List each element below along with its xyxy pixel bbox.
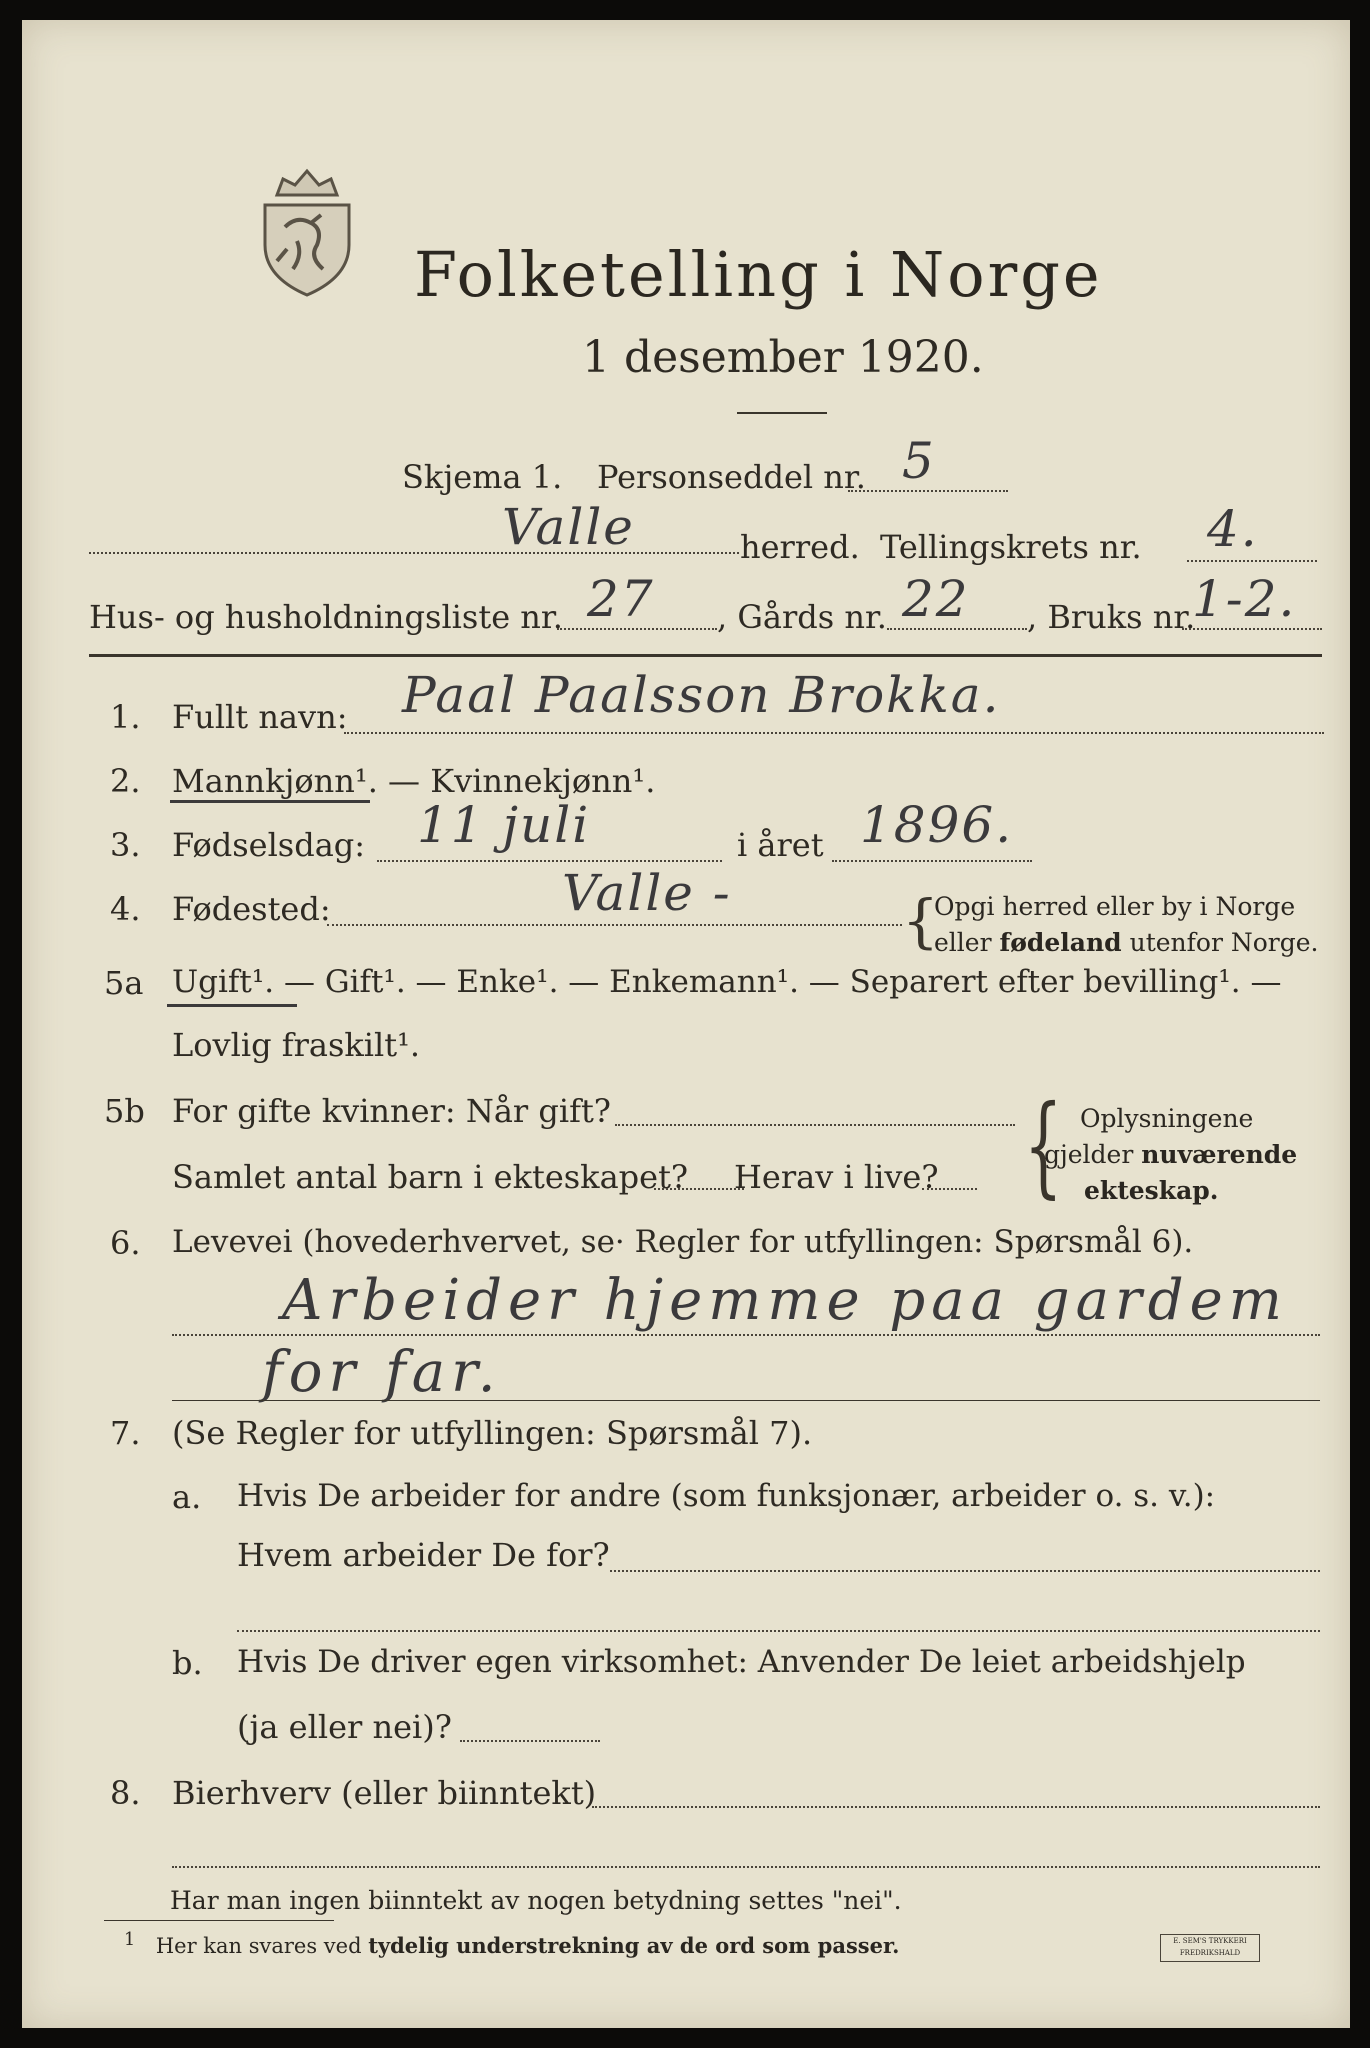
q1-label: Fullt navn:: [172, 698, 348, 736]
q7-number: 7.: [110, 1414, 141, 1452]
footnote-text-b: tydelig understrekning av de ord som passer.: [368, 1933, 900, 1958]
herred-line: [89, 552, 739, 554]
q6-label: Levevei (hovederhvervet, se· Regler for utfyllingen: Spørsmål 6).: [172, 1224, 1194, 1260]
q6-value-1: Arbeider hjemme paa gardem: [282, 1268, 1288, 1333]
q4-note-2: [934, 928, 1318, 957]
q5b-alive-line: [922, 1188, 977, 1190]
header-divider: [89, 654, 1322, 657]
hus-label: Hus- og husholdningsliste nr.: [89, 598, 563, 636]
q7a-line-1: [610, 1570, 1320, 1572]
q6-value-2: for far.: [262, 1340, 502, 1405]
q6-number: 6.: [110, 1224, 141, 1262]
tellingskrets-label: Tellingskrets nr.: [880, 528, 1142, 566]
q7b-text: Hvis De driver egen virksomhet: Anvender De leiet arbeidshjelp: [237, 1644, 1246, 1680]
footnote-text-a: Her kan svares ved: [155, 1934, 369, 1958]
hus-value: 27: [587, 570, 655, 628]
q7b-line: [460, 1740, 600, 1742]
gards-label: , Gårds nr.: [717, 598, 887, 636]
q2-number: 2.: [110, 762, 141, 800]
q5b-label-2: Samlet antal barn i ekteskapet?: [172, 1158, 689, 1196]
q8-number: 8.: [110, 1774, 141, 1812]
q4-note-2c: utenfor Norge.: [1121, 928, 1319, 957]
q5b-brace: {: [1024, 1081, 1063, 1209]
q7b-letter: b.: [172, 1644, 203, 1682]
gards-line: [887, 628, 1027, 630]
title-divider: [737, 412, 827, 414]
personseddel-line: [848, 490, 1008, 492]
q4-note-1: Opgi herred eller by i Norge: [934, 892, 1296, 921]
q8-line-2: [172, 1866, 1320, 1868]
footnote-divider: [104, 1920, 334, 1921]
q7a-line-2: [237, 1630, 1320, 1632]
personseddel-value: 5: [902, 432, 936, 490]
q2-options: [172, 762, 655, 800]
q5a-rest: — Gift¹. — Enke¹. — Enkemann¹. — Separert efter bevilling¹. —: [274, 964, 1282, 1000]
q5b-note-3: ekteskap.: [1084, 1176, 1219, 1205]
form-title: Folketelling i Norge: [414, 238, 1103, 311]
q7-label: (Se Regler for utfyllingen: Spørsmål 7).: [172, 1414, 813, 1452]
q2-male-underline: [170, 800, 370, 803]
q5a-ugift: Ugift¹.: [172, 964, 275, 1000]
herred-label: herred.: [740, 528, 860, 566]
q6-line-1: [172, 1334, 1320, 1336]
q2-female: Kvinnekjønn¹.: [430, 762, 656, 800]
footnote-number: 1: [124, 1930, 136, 1950]
footer-note: Har man ingen biinntekt av nogen betydning settes "nei".: [170, 1886, 902, 1915]
tellingskrets-value: 4.: [1207, 500, 1259, 558]
q3-value: 11 juli: [417, 796, 591, 854]
q6-line-2: [172, 1400, 1320, 1401]
q5b-label-3: Herav i live?: [734, 1158, 939, 1196]
footnote: [124, 1930, 899, 1958]
q1-line: [344, 732, 1324, 734]
q4-note-2a: eller: [934, 928, 1000, 957]
q4-note-2b: fødeland: [999, 928, 1122, 957]
gards-value: 22: [902, 570, 970, 628]
q5b-note-1: Oplysningene: [1080, 1104, 1254, 1133]
q7a-text-2: Hvem arbeider De for?: [237, 1536, 610, 1574]
q5b-married-line: [615, 1124, 1015, 1126]
bruks-line: [1182, 628, 1322, 630]
q7b-text-2: (ja eller nei)?: [237, 1708, 452, 1746]
q5a-number: 5a: [104, 964, 144, 1002]
q5b-note-2a: gjelder: [1044, 1140, 1142, 1169]
q4-line: [327, 924, 902, 926]
q5b-number: 5b: [104, 1092, 145, 1130]
q3-day-line: [377, 860, 722, 862]
bruks-label: , Bruks nr.: [1027, 598, 1196, 636]
q3-year-label: i året: [737, 826, 824, 864]
q2-separator: —: [377, 762, 431, 800]
q1-number: 1.: [110, 698, 141, 736]
q4-label: Fødested:: [172, 890, 331, 928]
q3-label: Fødselsdag:: [172, 826, 366, 864]
q3-year-value: 1896.: [860, 796, 1014, 854]
q3-number: 3.: [110, 826, 141, 864]
q5b-note-2: [1044, 1140, 1297, 1169]
census-date: 1 desember 1920.: [582, 332, 984, 383]
q8-label: Bierhverv (eller biinntekt): [172, 1774, 597, 1812]
q2-male: Mannkjønn¹.: [172, 762, 378, 800]
q7a-text: Hvis De arbeider for andre (som funksjonær, arbeider o. s. v.):: [237, 1478, 1216, 1514]
census-form-page: [22, 20, 1350, 2028]
q1-value: Paal Paalsson Brokka.: [402, 666, 1001, 724]
printer-stamp: E. SEM'S TRYKKERI FREDRIKSHALD: [1160, 1934, 1260, 1962]
q4-number: 4.: [110, 890, 141, 928]
schema-label: Skjema 1.: [402, 458, 563, 496]
q7a-letter: a.: [172, 1478, 202, 1516]
q3-year-line: [832, 860, 1032, 862]
personseddel-label: Personseddel nr.: [597, 458, 866, 496]
q5b-children-line: [654, 1188, 744, 1190]
coat-of-arms-icon: [247, 165, 367, 300]
q5a-options: [172, 964, 1281, 1000]
q5b-note-2b: nuværende: [1141, 1140, 1298, 1169]
q5a-line2: Lovlig fraskilt¹.: [172, 1026, 421, 1064]
q5b-label-1: For gifte kvinner: Når gift?: [172, 1092, 611, 1130]
q4-brace: {: [902, 887, 939, 955]
hus-line: [557, 628, 717, 630]
tellingskrets-line: [1187, 560, 1317, 562]
herred-value: Valle: [502, 498, 635, 556]
bruks-value: 1-2.: [1192, 570, 1297, 628]
q4-value: Valle -: [562, 864, 732, 922]
q8-line: [592, 1806, 1320, 1808]
q5a-ugift-underline: [167, 1004, 297, 1007]
